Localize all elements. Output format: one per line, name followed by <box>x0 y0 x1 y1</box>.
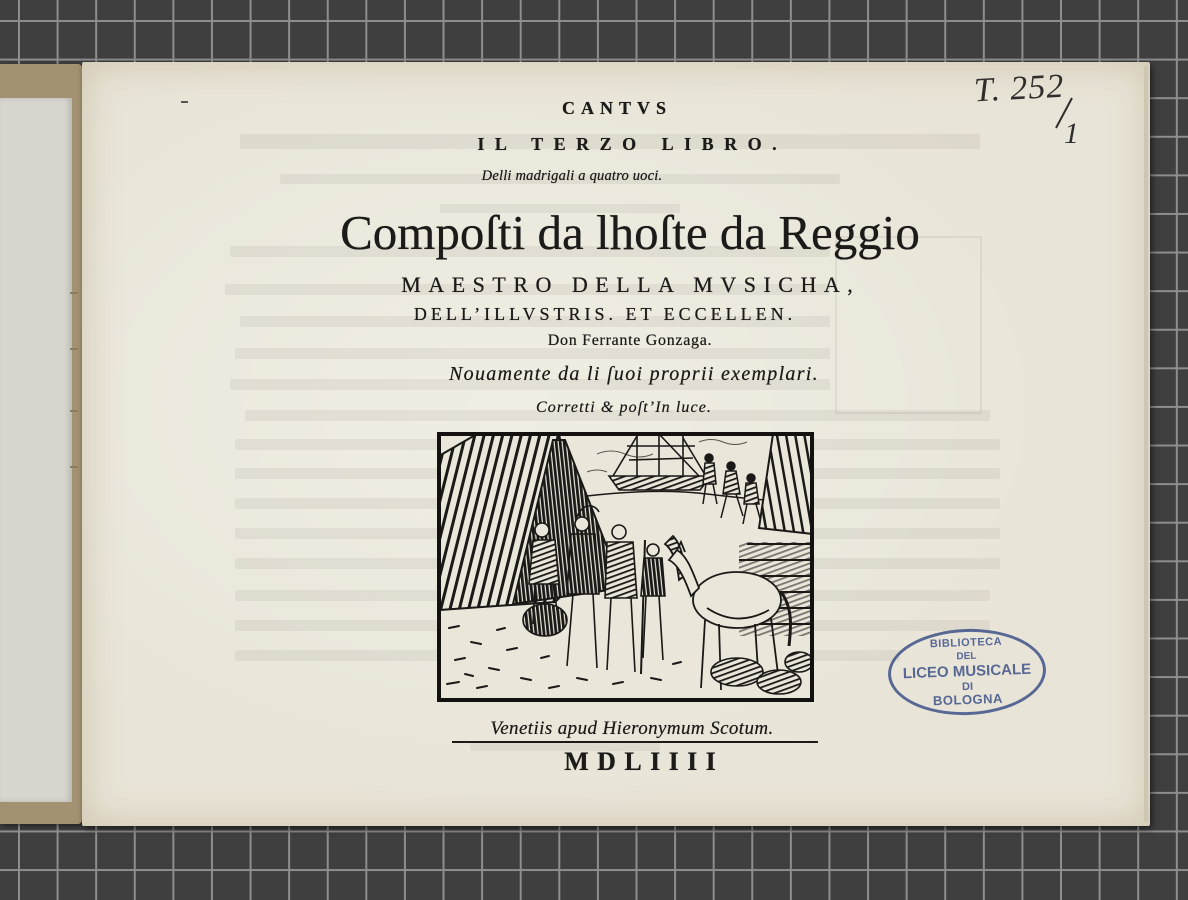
margin-mark <box>181 101 188 103</box>
printer-imprint: Venetiis apud Hieronymum Scotum. <box>490 718 774 739</box>
voice-part: CANTVS <box>561 98 672 118</box>
subtitle: Delli madrigali a quatro uoci. <box>481 168 663 184</box>
stamp-line: DEL <box>956 650 977 663</box>
page-edge <box>1144 66 1148 822</box>
bleed-through-initial <box>835 236 982 414</box>
book-title: IL TERZO LIBRO. <box>477 134 788 154</box>
publication-year: MDLIIII <box>564 747 725 776</box>
patron-name: Don Ferrante Gonzaga. <box>547 332 713 349</box>
binding-thread <box>70 410 78 412</box>
edition-note-2: Corretti & poſt’In luce. <box>535 399 712 416</box>
imprint-rule <box>452 741 818 743</box>
stamp-line: LICEO MUSICALE <box>902 660 1032 683</box>
stamp-line: BIBLIOTECA <box>929 635 1003 651</box>
facing-page <box>0 98 72 802</box>
stamp-line: BOLOGNA <box>932 690 1004 709</box>
office-line-2: DELL’ILLVSTRIS. ET ECCELLEN. <box>413 304 797 324</box>
binding-thread <box>70 466 78 468</box>
woodcut-illustration <box>437 432 814 702</box>
library-stamp <box>887 626 1048 717</box>
binding-thread <box>70 348 78 350</box>
shelfmark-number: T. 252 <box>973 67 1066 110</box>
composer-line: Compoſti da lhoſte da Reggio <box>340 205 920 260</box>
shelfmark-part: 1 <box>1064 117 1079 150</box>
edition-note-1: Nouamente da li ſuoi proprii exemplari. <box>449 363 819 385</box>
office-line-1: MAESTRO DELLA MVSICHA, <box>401 272 861 297</box>
stamp-line: DI <box>961 680 974 694</box>
binding-thread <box>70 292 78 294</box>
